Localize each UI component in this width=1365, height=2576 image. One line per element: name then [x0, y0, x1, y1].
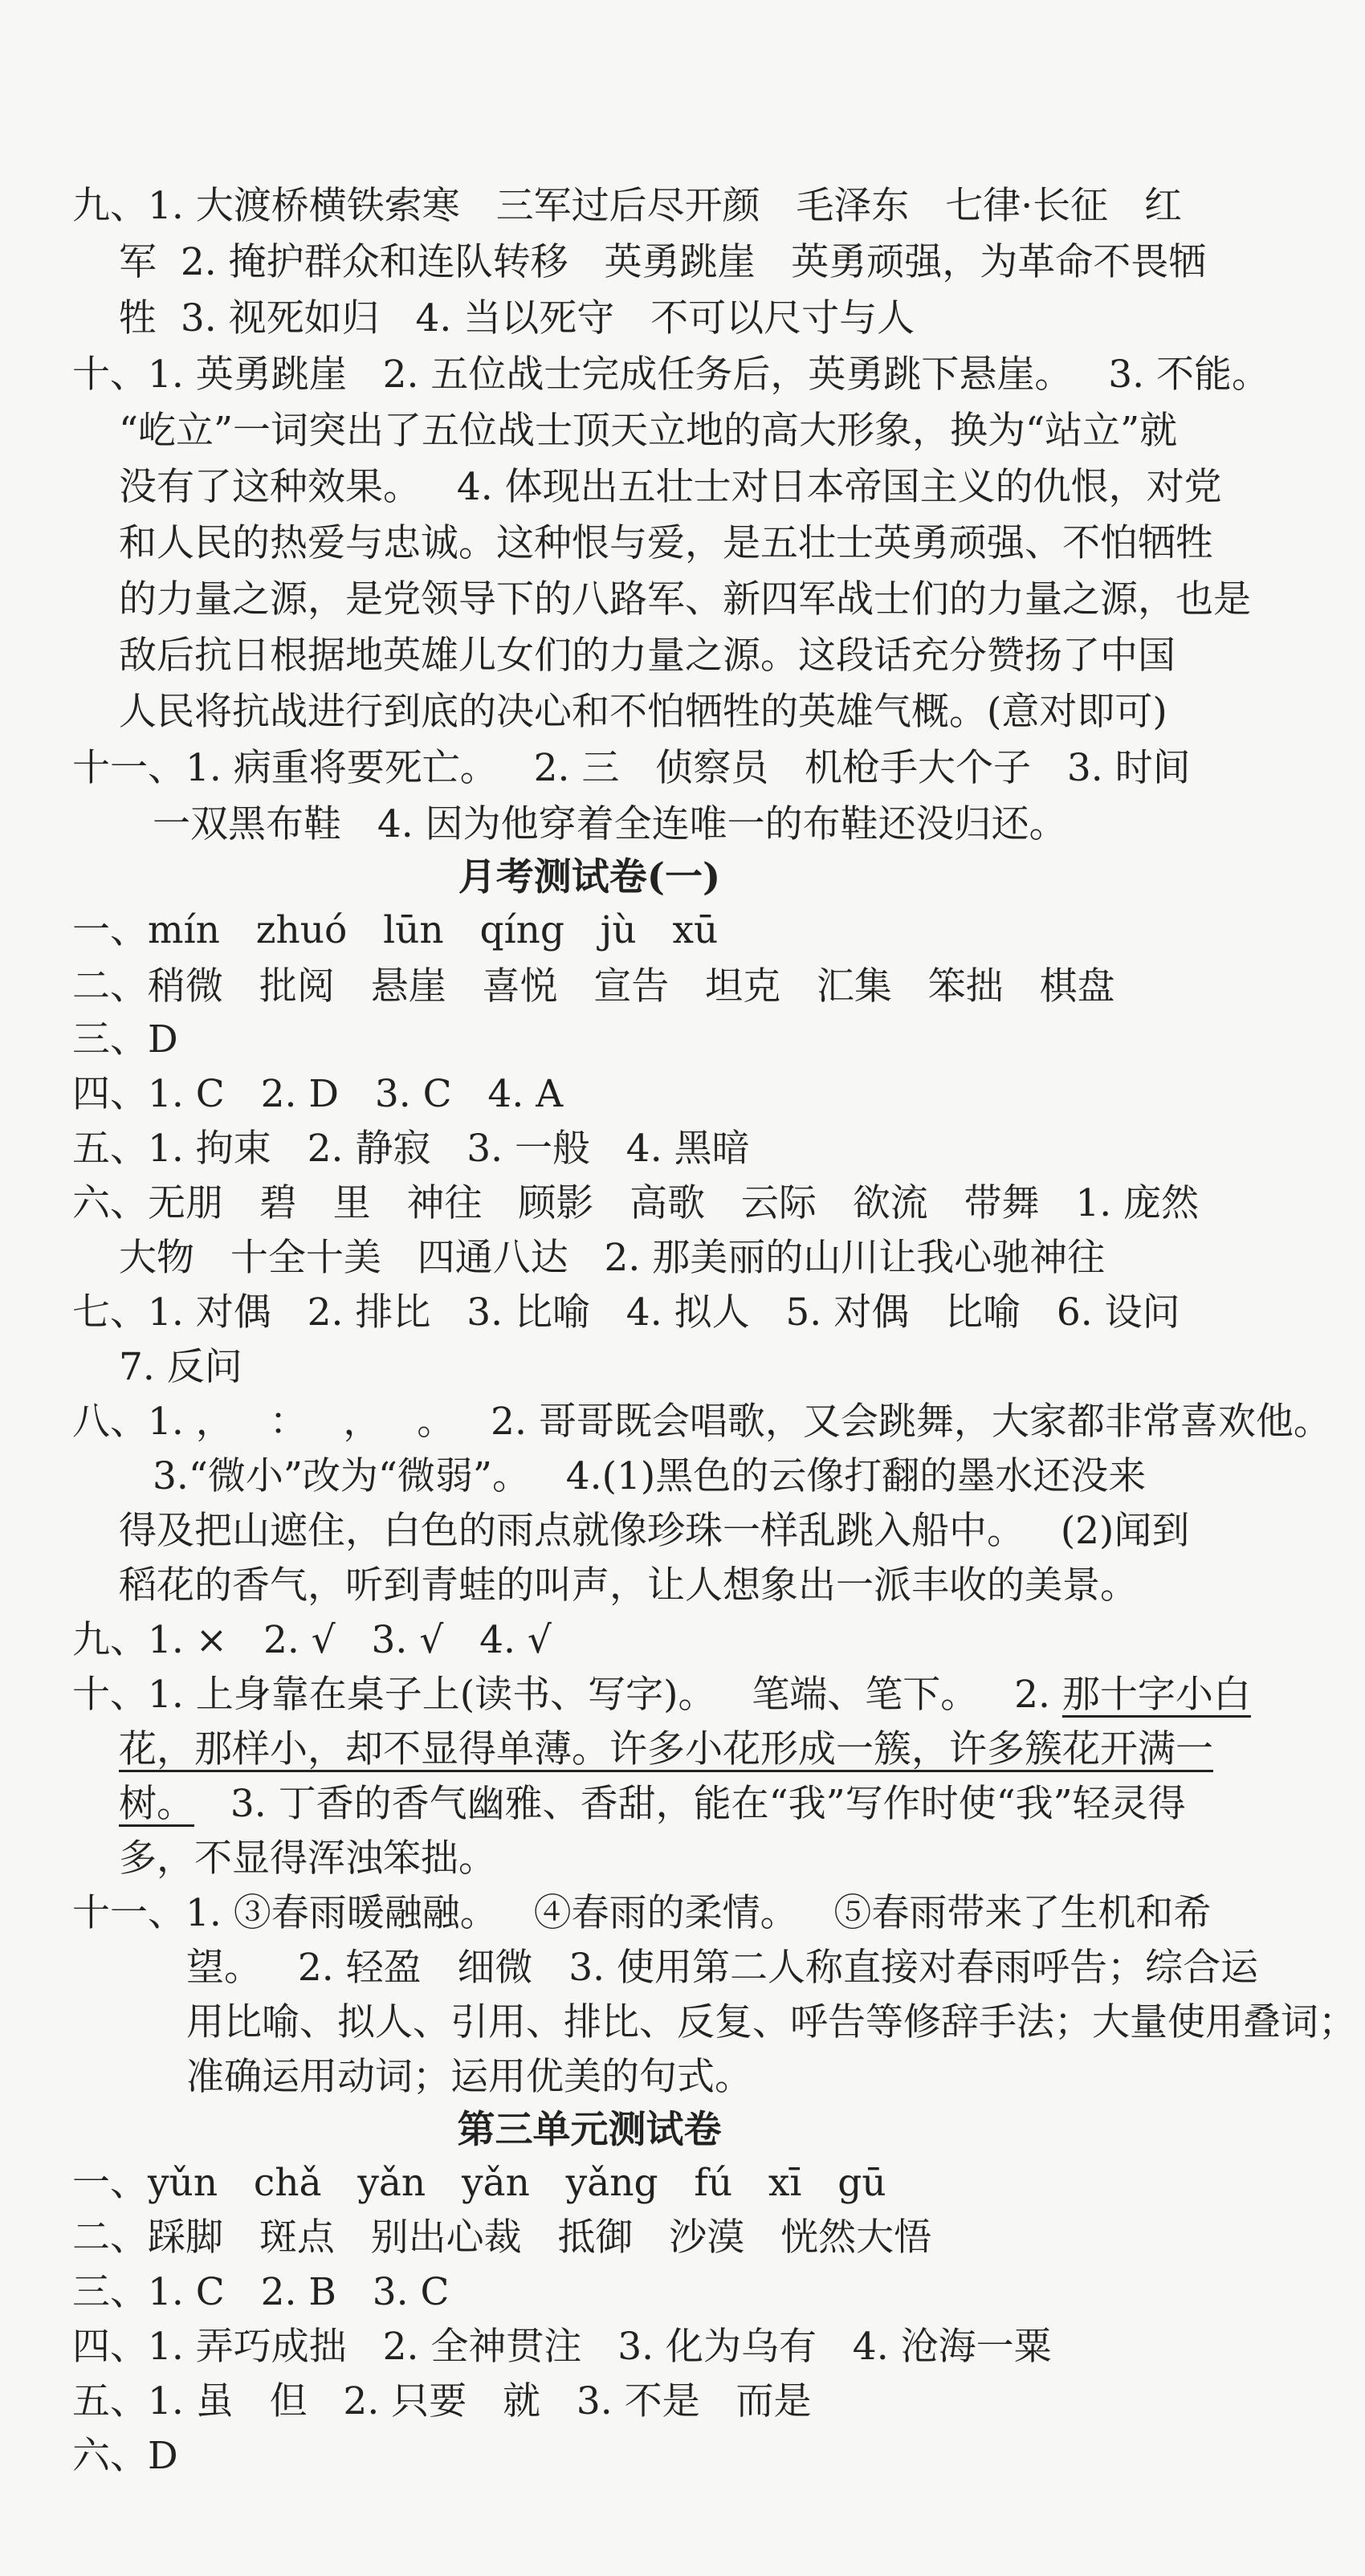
text-line: 五、1. 虽 但 2. 只要 就 3. 不是 而是: [72, 2379, 812, 2423]
text-line: 人民将抗战进行到底的决心和不怕牺牲的英雄气概。(意对即可): [119, 690, 1167, 734]
text-line: 三、D: [72, 1017, 178, 1062]
underlined-text: 树。: [119, 1782, 194, 1826]
text-line: 五、1. 拘束 2. 静寂 3. 一般 4. 黑暗: [72, 1127, 750, 1171]
text-line: 准确运用动词；运用优美的句式。: [186, 2055, 752, 2099]
underlined-text: 那十字小白: [1061, 1673, 1251, 1717]
underlined-text: 花，那样小，却不显得单薄。许多小花形成一簇，许多簇花开满一: [119, 1727, 1213, 1771]
text-line: 得及把山遮住，白色的雨点就像珍珠一样乱跳入船中。 (2)闻到: [119, 1509, 1190, 1553]
text-line: 一、mín zhuó lūn qíng jù xū: [72, 908, 719, 952]
text-line: 稻花的香气，听到青蛙的叫声，让人想象出一派丰收的美景。: [119, 1563, 1138, 1608]
text-line: 3.“微小”改为“微弱”。 4.(1)黑色的云像打翻的墨水还没来: [153, 1454, 1147, 1498]
text-line: 十、1. 英勇跳崖 2. 五位战士完成任务后，英勇跳下悬崖。 3. 不能。: [72, 353, 1269, 397]
section-heading: 月考测试卷(一): [458, 855, 721, 899]
text-line: “屹立”一词突出了五位战士顶天立地的高大形象，换为“站立”就: [119, 409, 1178, 453]
text-line: 七、1. 对偶 2. 排比 3. 比喻 4. 拟人 5. 对偶 比喻 6. 设问: [72, 1290, 1180, 1335]
text-line: [119, 1722, 1298, 1778]
text-line: 八、1. ， ： ， 。 2. 哥哥既会唱歌，又会跳舞，大家都非常喜欢他。: [72, 1400, 1331, 1444]
text-line: 和人民的热爱与忠诚。这种恨与爱，是五壮士英勇顽强、不怕牺牲: [119, 521, 1213, 565]
text-line: [72, 1667, 1251, 1723]
text-line: 牲 3. 视死如归 4. 当以死守 不可以尺寸与人: [119, 296, 915, 340]
text-line: 四、1. 弄巧成拙 2. 全神贯注 3. 化为乌有 4. 沧海一粟: [72, 2325, 1052, 2369]
text-line: [119, 1776, 1298, 1832]
text-line: 没有了这种效果。 4. 体现出五壮士对日本帝国主义的仇恨，对党: [119, 465, 1222, 509]
text-line: 军 2. 掩护群众和连队转移 英勇跳崖 英勇顽强，为革命不畏牺: [119, 240, 1207, 284]
text-line: 敌后抗日根据地英雄儿女们的力量之源。这段话充分赞扬了中国: [119, 634, 1176, 678]
section-heading: 第三单元测试卷: [457, 2108, 722, 2152]
text-line: 一、yǔn chǎ yǎn yǎn yǎng fú xī gū: [72, 2161, 886, 2205]
text-line: 的力量之源，是党领导下的八路军、新四军战士们的力量之源，也是: [119, 577, 1251, 622]
text-line: 多，不显得浑浊笨拙。: [119, 1836, 496, 1881]
text-line: 三、1. C 2. B 3. C: [72, 2270, 450, 2314]
text-line: 望。 2. 轻盈 细微 3. 使用第二人称直接对春雨呼告；综合运: [186, 1946, 1259, 1990]
text-line: 十一、1. 病重将要死亡。 2. 三 侦察员 机枪手大个子 3. 时间: [72, 746, 1191, 790]
text-line: 用比喻、拟人、引用、排比、反复、呼告等修辞手法；大量使用叠词；: [186, 2000, 1356, 2044]
text-line: 一双黑布鞋 4. 因为他穿着全连唯一的布鞋还没归还。: [153, 802, 1067, 846]
text-line: 二、稍微 批阅 悬崖 喜悦 宣告 坦克 汇集 笨拙 棋盘: [72, 964, 1115, 1009]
text-line: 九、1. 大渡桥横铁索寒 三军过后尽开颜 毛泽东 七律·长征 红: [72, 184, 1183, 228]
text-line: 六、D: [72, 2434, 178, 2478]
text-line: 二、踩脚 斑点 别出心裁 抵御 沙漠 恍然大悟: [72, 2215, 932, 2260]
text-segment: 十、1. 上身靠在桌子上(读书、写字)。 笔端、笔下。 2.: [72, 1673, 1062, 1717]
text-line: 7. 反问: [119, 1345, 242, 1389]
text-line: 大物 十全十美 四通八达 2. 那美丽的山川让我心驰神往: [119, 1236, 1106, 1280]
text-line: 六、无朋 碧 里 神往 顾影 高歌 云际 欲流 带舞 1. 庞然: [72, 1181, 1200, 1225]
text-segment: 3. 丁香的香气幽雅、香甜，能在“我”写作时使“我”轻灵得: [194, 1782, 1186, 1826]
text-line: 四、1. C 2. D 3. C 4. A: [72, 1072, 564, 1116]
text-line: 九、1. × 2. √ 3. √ 4. √: [72, 1618, 552, 1662]
text-line: 十一、1. ③春雨暖融融。 ④春雨的柔情。 ⑤春雨带来了生机和希: [72, 1891, 1212, 1935]
